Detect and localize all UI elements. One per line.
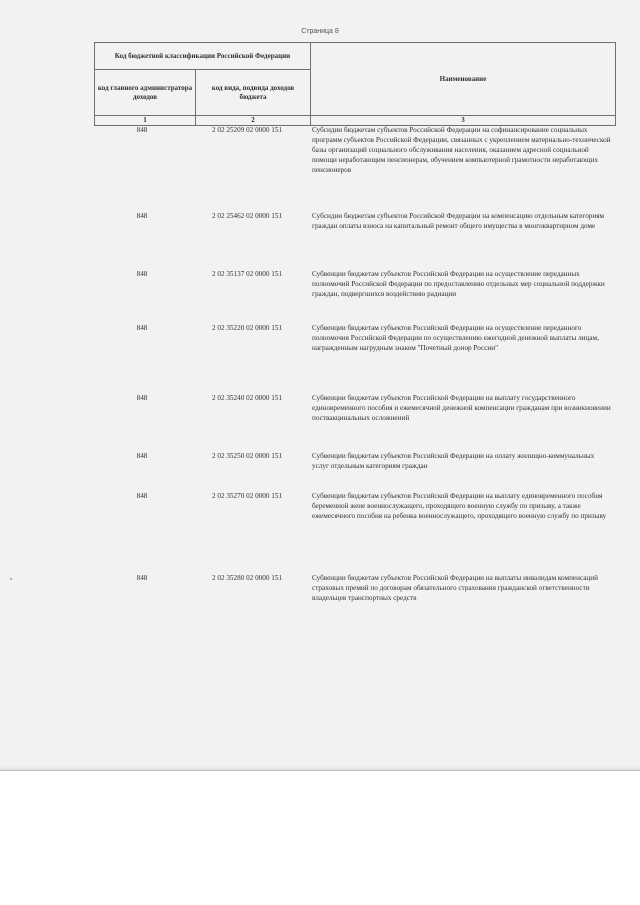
income-code-cell: 2 02 25462 02 0000 151: [211, 212, 283, 220]
income-code-cell: 2 02 35220 02 0000 151: [211, 324, 283, 332]
admin-code-cell: 848: [136, 270, 148, 278]
name-cell: Субвенции бюджетам субъектов Российской Федерации на выплаты инвалидам компенсаций страховых премий по договорам обязательного страхования гражданской ответственности владельцев транспортных средств: [312, 574, 598, 602]
name-cell: Субсидии бюджетам субъектов Российской Федерации на софинансирование социальных программ субъектов Российской Федерации, связанных с укреплением материально-технической базы организаций социального обслуживания населения, оказанием адресной социальной помощи неработающим пенсионерам, обучением компьютерной грамотности неработающих пенсионеров: [312, 126, 611, 174]
income-code-cell: 2 02 35270 02 0000 151: [211, 492, 283, 500]
admin-code-cell: 848: [136, 492, 148, 500]
admin-code-cell: 848: [136, 126, 148, 134]
name-cell: Субвенции бюджетам субъектов Российской Федерации на выплату единовременного пособия беременной жене военнослужащего, проходящего военную службу по призыву, а также ежемесячного пособия на ребенка военнослужащего, проходящего военную службу по призыву: [312, 492, 607, 520]
table-header: [94, 42, 616, 126]
scan-speck: [10, 578, 12, 580]
group-title: Код бюджетной классификации Российской Федерации: [95, 43, 311, 70]
column-number-3: 3: [311, 116, 616, 126]
name-cell: Субвенции бюджетам субъектов Российской Федерации на оплату жилищно-коммунальных услуг отдельным категориям граждан: [312, 452, 595, 470]
income-code-cell: 2 02 35240 02 0000 151: [211, 394, 283, 402]
header-name-column: Наименование: [311, 43, 616, 116]
column-number-2: 2: [196, 116, 311, 126]
income-code-cell: 2 02 35137 02 0000 151: [211, 270, 283, 278]
column-number-1: 1: [95, 116, 196, 126]
header-admin-code-column: код главного администратора доходов: [95, 70, 196, 116]
admin-code-cell: 848: [136, 394, 148, 402]
income-code-cell: 2 02 25209 02 0000 151: [211, 126, 283, 134]
header-income-code-column: код вида, подвида доходов бюджета: [196, 70, 311, 116]
name-cell: Субвенции бюджетам субъектов Российской Федерации на осуществление переданных полномочий Российской Федерации по предоставлению отдельных мер социальной поддержки граждан, подвергшихся воздействию радиации: [312, 270, 605, 298]
income-code-cell: 2 02 35250 02 0000 151: [211, 452, 283, 460]
name-cell: Субвенции бюджетам субъектов Российской Федерации на осуществление переданного полномочия Российской Федерации по осуществлению ежегодной денежной выплаты лицам, награжденным нагрудным знаком "Почетный донор России": [312, 324, 599, 352]
income-code-cell: 2 02 35280 02 0000 151: [211, 574, 283, 582]
admin-code-cell: 848: [136, 212, 148, 220]
name-cell: Субсидии бюджетам субъектов Российской Федерации на компенсацию отдельным категориям граждан оплаты взноса на капитальный ремонт общего имущества в многоквартирном доме: [312, 212, 605, 230]
admin-code-cell: 848: [136, 574, 148, 582]
admin-code-cell: 848: [136, 452, 148, 460]
name-cell: Субвенции бюджетам субъектов Российской Федерации на выплату государственного единовременного пособия и ежемесячной денежной компенсации гражданам при возникновении поствакцинальных осложнений: [312, 394, 611, 422]
admin-code-cell: 848: [136, 324, 148, 332]
page-label: Страница 8: [301, 28, 339, 35]
